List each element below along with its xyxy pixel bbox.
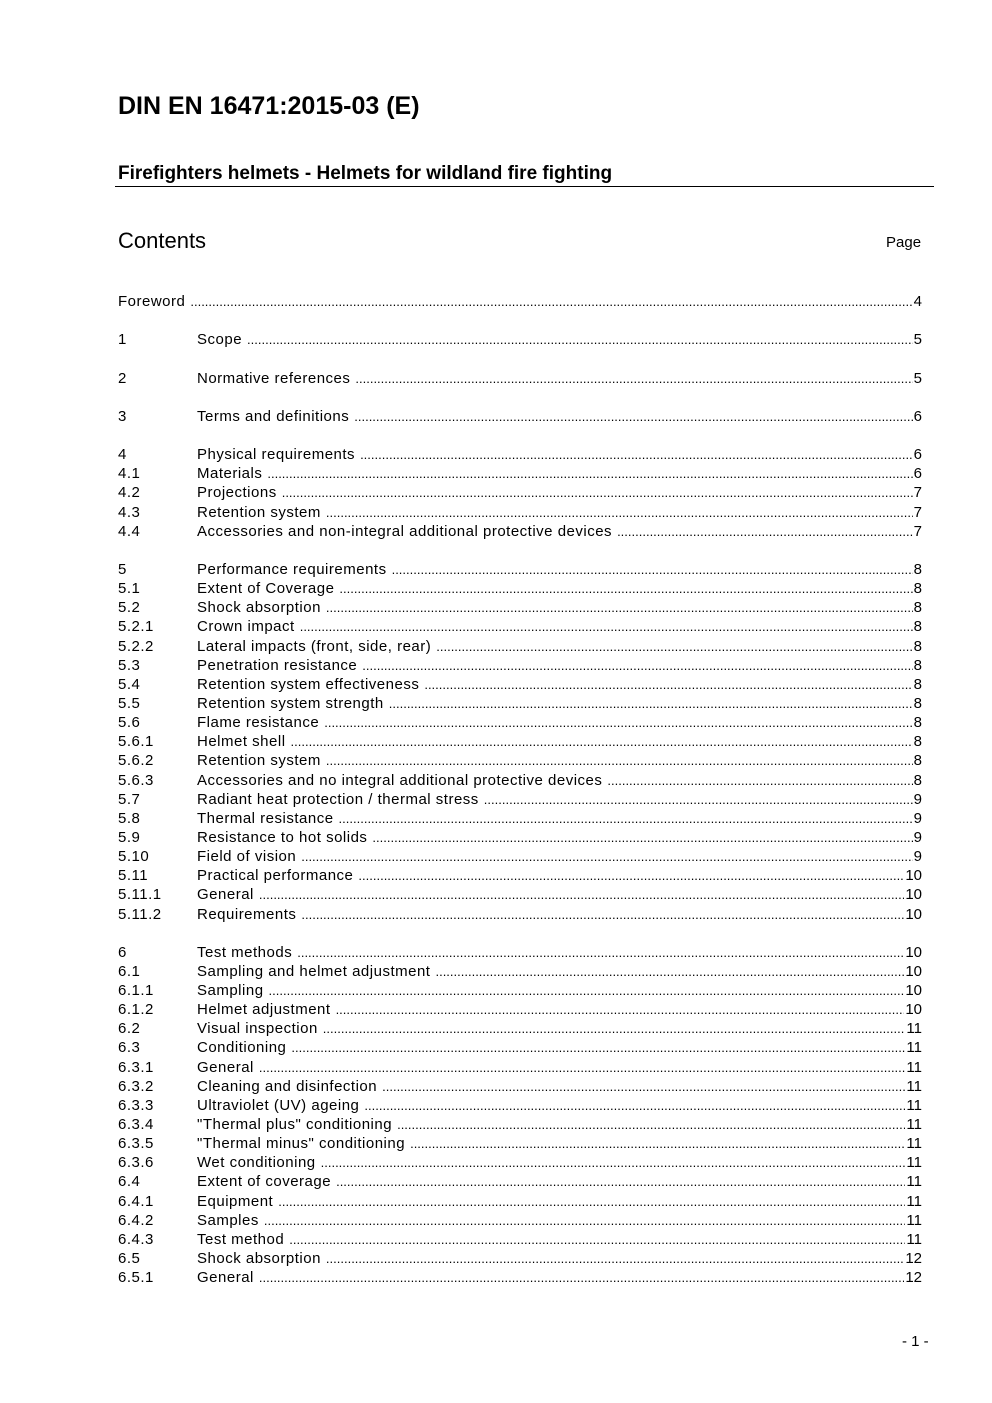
toc-entry[interactable]: [118, 751, 922, 770]
toc-entry-title: Thermal resistance: [197, 809, 334, 827]
toc-leader-dots: [301, 847, 912, 866]
toc-leader-dots: [484, 790, 913, 809]
table-of-contents: [118, 292, 922, 1287]
toc-leader-dots: [392, 560, 913, 579]
toc-leader-dots: [300, 617, 913, 636]
toc-entry-title: Retention system: [197, 752, 321, 770]
toc-entry-number: 3: [118, 407, 127, 425]
toc-leader-dots: [291, 732, 913, 751]
toc-entry[interactable]: [118, 407, 922, 426]
toc-entry-title: Conditioning: [197, 1039, 287, 1057]
toc-entry[interactable]: [118, 1153, 922, 1172]
toc-entry-title: Shock absorption: [197, 1250, 321, 1268]
toc-entry[interactable]: [118, 1115, 922, 1134]
toc-entry-page: 10: [905, 905, 922, 923]
toc-entry[interactable]: [118, 598, 922, 617]
toc-entry-number: 6.5: [118, 1250, 141, 1268]
toc-entry-title: Lateral impacts (front, side, rear): [197, 637, 432, 655]
toc-entry-number: 6.2: [118, 1020, 141, 1038]
toc-entry-number: 6.1.2: [118, 1001, 154, 1019]
page-column-heading: Page: [886, 234, 922, 251]
toc-leader-dots: [362, 656, 912, 675]
toc-entry-page: 4: [913, 293, 922, 310]
toc-entry-page: 9: [913, 848, 922, 866]
toc-entry-page: 10: [905, 982, 922, 1000]
toc-entry-title: Retention system: [197, 503, 321, 521]
toc-entry-title: Test methods: [197, 943, 293, 961]
toc-entry[interactable]: [118, 1134, 922, 1153]
toc-entry-page: 11: [906, 1077, 922, 1095]
toc-entry-number: 5.11: [118, 867, 149, 885]
toc-entry-title: General: [197, 886, 254, 904]
toc-entry-number: 6.3.3: [118, 1096, 154, 1114]
toc-entry[interactable]: [118, 1230, 922, 1249]
toc-entry-number: 5.8: [118, 809, 141, 827]
toc-entry-title: Crown impact: [197, 618, 295, 636]
toc-leader-dots: [247, 330, 913, 349]
toc-leader-dots: [336, 1000, 905, 1019]
toc-entry-page: 10: [905, 1001, 922, 1019]
toc-entry-number: 4.2: [118, 484, 141, 502]
toc-entry-title: General: [197, 1269, 254, 1287]
toc-entry-page: 8: [913, 618, 922, 636]
toc-entry-title: Penetration resistance: [197, 656, 358, 674]
toc-entry-number: 5.5: [118, 694, 141, 712]
toc-entry-number: 5.6.1: [118, 733, 154, 751]
toc-entry-title: Retention system strength: [197, 694, 384, 712]
toc-entry-page: 5: [913, 369, 922, 387]
toc-entry[interactable]: [118, 675, 922, 694]
toc-entry-title: Practical performance: [197, 867, 354, 885]
contents-heading: Contents: [118, 228, 207, 253]
toc-entry-number: 4.1: [118, 465, 141, 483]
toc-entry-page: 11: [906, 1058, 922, 1076]
toc-entry-number: 6.1: [118, 962, 141, 980]
toc-leader-dots: [389, 694, 913, 713]
toc-entry[interactable]: [118, 713, 922, 732]
toc-entry-number: 6.4: [118, 1173, 141, 1191]
toc-entry[interactable]: [118, 330, 922, 349]
toc-entry[interactable]: [118, 292, 922, 311]
toc-entry-page: 11: [906, 1230, 922, 1248]
toc-entry-page: 9: [913, 790, 922, 808]
toc-entry-title: "Thermal plus" conditioning: [197, 1116, 393, 1134]
toc-leader-dots: [354, 407, 912, 426]
toc-entry[interactable]: [118, 885, 922, 904]
toc-entry-page: 8: [913, 580, 922, 598]
toc-entry-title: Shock absorption: [197, 599, 321, 617]
toc-entry-page: 7: [913, 522, 922, 540]
toc-entry-number: 6.4.2: [118, 1211, 154, 1229]
toc-entry-number: 5.4: [118, 675, 141, 693]
toc-entry[interactable]: [118, 1058, 922, 1077]
toc-entry[interactable]: [118, 905, 922, 924]
toc-entry-page: 11: [906, 1020, 922, 1038]
toc-entry-title: Radiant heat protection / thermal stress: [197, 790, 479, 808]
toc-leader-dots: [339, 579, 912, 598]
toc-entry-title: Materials: [197, 465, 263, 483]
toc-entry[interactable]: [118, 809, 922, 828]
toc-leader-dots: [326, 1249, 904, 1268]
toc-entry[interactable]: [118, 503, 922, 522]
toc-leader-dots: [424, 675, 912, 694]
toc-entry[interactable]: [118, 1249, 922, 1268]
toc-entry[interactable]: [118, 617, 922, 636]
toc-leader-dots: [190, 292, 912, 311]
toc-entry[interactable]: [118, 962, 922, 981]
toc-entry-page: 8: [913, 694, 922, 712]
toc-entry-number: 1: [118, 331, 127, 349]
toc-entry-page: 8: [913, 599, 922, 617]
toc-entry-title: Accessories and non-integral additional protective devices: [197, 522, 613, 540]
toc-entry[interactable]: [118, 790, 922, 809]
toc-entry[interactable]: [118, 637, 922, 656]
toc-leader-dots: [358, 866, 904, 885]
toc-entry-page: 11: [906, 1211, 922, 1229]
toc-entry-title: Accessories and no integral additional protective devices: [197, 771, 603, 789]
toc-entry-page: 6: [913, 465, 922, 483]
toc-entry-number: 4.3: [118, 503, 141, 521]
toc-leader-dots: [617, 522, 913, 541]
toc-entry-page: 11: [906, 1116, 922, 1134]
toc-entry-number: 5.9: [118, 828, 141, 846]
toc-entry-title: Extent of coverage: [197, 1173, 332, 1191]
toc-entry[interactable]: [118, 828, 922, 847]
toc-entry-number: 5.2.2: [118, 637, 154, 655]
toc-entry[interactable]: [118, 483, 922, 502]
toc-entry-page: 8: [913, 656, 922, 674]
toc-entry-page: 7: [913, 503, 922, 521]
toc-entry-page: 8: [913, 733, 922, 751]
toc-leader-dots: [321, 1153, 906, 1172]
toc-leader-dots: [269, 981, 905, 1000]
toc-entry[interactable]: [118, 1019, 922, 1038]
toc-entry-page: 10: [905, 943, 922, 961]
toc-entry-title: Physical requirements: [197, 446, 356, 464]
toc-entry-number: 4.4: [118, 522, 141, 540]
toc-entry-number: 5.3: [118, 656, 141, 674]
toc-leader-dots: [297, 943, 904, 962]
toc-entry-page: 9: [913, 809, 922, 827]
toc-leader-dots: [397, 1115, 905, 1134]
toc-entry-title: Wet conditioning: [197, 1154, 316, 1172]
toc-entry[interactable]: [118, 1268, 922, 1287]
toc-entry-title: Performance requirements: [197, 560, 387, 578]
toc-entry-number: 2: [118, 369, 127, 387]
toc-entry-page: 8: [913, 675, 922, 693]
toc-leader-dots: [355, 369, 912, 388]
toc-entry[interactable]: [118, 847, 922, 866]
toc-entry-title: Sampling: [197, 982, 264, 1000]
toc-entry-page: 5: [913, 331, 922, 349]
toc-leader-dots: [339, 809, 913, 828]
toc-entry[interactable]: [118, 732, 922, 751]
toc-entry-page: 6: [913, 407, 922, 425]
toc-entry-title: Equipment: [197, 1192, 274, 1210]
toc-entry-number: 6.5.1: [118, 1269, 154, 1287]
toc-entry-number: 6.4.1: [118, 1192, 154, 1210]
toc-entry-page: 11: [906, 1096, 922, 1114]
toc-entry[interactable]: [118, 1038, 922, 1057]
toc-leader-dots: [301, 905, 904, 924]
page-number: - 1 -: [902, 1333, 929, 1350]
toc-leader-dots: [259, 1058, 906, 1077]
toc-leader-dots: [435, 962, 904, 981]
toc-entry-page: 11: [906, 1039, 922, 1057]
toc-entry-title: Flame resistance: [197, 714, 320, 732]
toc-entry-page: 10: [905, 867, 922, 885]
toc-entry-page: 12: [905, 1269, 922, 1287]
toc-entry[interactable]: [118, 464, 922, 483]
toc-entry-title: Resistance to hot solids: [197, 828, 368, 846]
toc-entry[interactable]: [118, 1172, 922, 1191]
toc-entry-number: 5: [118, 560, 127, 578]
title-rule: [115, 186, 934, 187]
toc-entry[interactable]: [118, 1096, 922, 1115]
toc-entry-page: 9: [913, 828, 922, 846]
toc-entry[interactable]: [118, 1077, 922, 1096]
toc-leader-dots: [336, 1172, 905, 1191]
toc-entry-page: 8: [913, 771, 922, 789]
toc-entry-number: 5.10: [118, 848, 150, 866]
toc-leader-dots: [364, 1096, 905, 1115]
toc-entry-title: Helmet adjustment: [197, 1001, 331, 1019]
toc-entry-page: 8: [913, 560, 922, 578]
toc-entry-title: Requirements: [197, 905, 297, 923]
toc-entry-title: Helmet shell: [197, 733, 286, 751]
toc-leader-dots: [264, 1211, 906, 1230]
toc-entry-page: 12: [905, 1250, 922, 1268]
toc-entry-page: 11: [906, 1173, 922, 1191]
toc-leader-dots: [324, 713, 912, 732]
toc-entry-number: 6.3.4: [118, 1116, 154, 1134]
toc-leader-dots: [410, 1134, 905, 1153]
toc-entry-page: 8: [913, 637, 922, 655]
toc-leader-dots: [326, 503, 913, 522]
toc-entry-number: 5.6.3: [118, 771, 154, 789]
toc-entry[interactable]: [118, 1211, 922, 1230]
toc-entry[interactable]: [118, 866, 922, 885]
toc-entry-number: 5.2.1: [118, 618, 154, 636]
toc-leader-dots: [360, 445, 913, 464]
toc-entry-title: Extent of Coverage: [197, 580, 335, 598]
toc-entry-title: Test method: [197, 1230, 285, 1248]
toc-entry-title: Ultraviolet (UV) ageing: [197, 1096, 360, 1114]
toc-leader-dots: [436, 637, 912, 656]
toc-leader-dots: [326, 751, 913, 770]
toc-entry-page: 10: [905, 886, 922, 904]
toc-leader-dots: [382, 1077, 905, 1096]
document-id: DIN EN 16471:2015-03 (E): [118, 92, 420, 120]
toc-entry[interactable]: [118, 771, 922, 790]
toc-entry-number: 5.11.2: [118, 905, 162, 923]
toc-entry-title: Normative references: [197, 369, 351, 387]
toc-entry-title: Projections: [197, 484, 277, 502]
toc-leader-dots: [259, 1268, 904, 1287]
toc-entry-number: 6.3.5: [118, 1135, 154, 1153]
toc-entry-number: 5.2: [118, 599, 141, 617]
toc-entry-page: 11: [906, 1192, 922, 1210]
toc-leader-dots: [291, 1038, 905, 1057]
toc-entry-number: 5.1: [118, 580, 141, 598]
toc-leader-dots: [259, 885, 904, 904]
toc-leader-dots: [282, 483, 913, 502]
toc-entry-page: 8: [913, 714, 922, 732]
toc-entry-page: 11: [906, 1154, 922, 1172]
toc-entry[interactable]: [118, 579, 922, 598]
toc-entry-number: 6: [118, 943, 127, 961]
toc-entry-number: 6.3.1: [118, 1058, 154, 1076]
toc-entry-number: 5.6: [118, 714, 141, 732]
toc-entry-number: 4: [118, 446, 127, 464]
toc-entry-title: Field of vision: [197, 848, 297, 866]
toc-entry[interactable]: [118, 694, 922, 713]
toc-entry[interactable]: [118, 560, 922, 579]
toc-leader-dots: [278, 1192, 905, 1211]
toc-entry-number: 6.3.6: [118, 1154, 154, 1172]
toc-entry-page: 10: [905, 962, 922, 980]
toc-entry-title: Samples: [197, 1211, 259, 1229]
toc-leader-dots: [372, 828, 912, 847]
toc-entry-title: General: [197, 1058, 254, 1076]
toc-entry-title: Scope: [197, 331, 243, 349]
toc-entry[interactable]: [118, 981, 922, 1000]
toc-entry-page: 8: [913, 752, 922, 770]
toc-entry[interactable]: [118, 1000, 922, 1019]
toc-leader-dots: [289, 1230, 905, 1249]
toc-entry-title: Visual inspection: [197, 1020, 318, 1038]
toc-entry-title: Terms and definitions: [197, 407, 350, 425]
toc-entry[interactable]: [118, 1192, 922, 1211]
toc-leader-dots: [326, 598, 913, 617]
toc-entry-page: 11: [906, 1135, 922, 1153]
toc-entry-number: Foreword: [118, 293, 186, 310]
toc-entry-title: Retention system effectiveness: [197, 675, 420, 693]
toc-entry-number: 6.1.1: [118, 982, 154, 1000]
toc-entry-number: 6.3.2: [118, 1077, 154, 1095]
toc-entry-number: 5.11.1: [118, 886, 162, 904]
toc-entry-number: 6.3: [118, 1039, 141, 1057]
toc-entry-title: Sampling and helmet adjustment: [197, 962, 431, 980]
toc-entry-number: 5.7: [118, 790, 141, 808]
toc-entry-page: 6: [913, 446, 922, 464]
toc-entry[interactable]: [118, 943, 922, 962]
toc-leader-dots: [267, 464, 912, 483]
toc-entry[interactable]: [118, 369, 922, 388]
document-title: Firefighters helmets - Helmets for wildland fire fighting: [118, 163, 613, 184]
toc-entry[interactable]: [118, 522, 922, 541]
toc-leader-dots: [607, 771, 912, 790]
toc-entry-title: Cleaning and disinfection: [197, 1077, 378, 1095]
toc-entry-page: 7: [913, 484, 922, 502]
toc-leader-dots: [323, 1019, 906, 1038]
toc-entry[interactable]: [118, 656, 922, 675]
toc-entry-number: 5.6.2: [118, 752, 154, 770]
toc-entry[interactable]: [118, 445, 922, 464]
toc-entry-title: "Thermal minus" conditioning: [197, 1135, 406, 1153]
toc-entry-number: 6.4.3: [118, 1230, 154, 1248]
